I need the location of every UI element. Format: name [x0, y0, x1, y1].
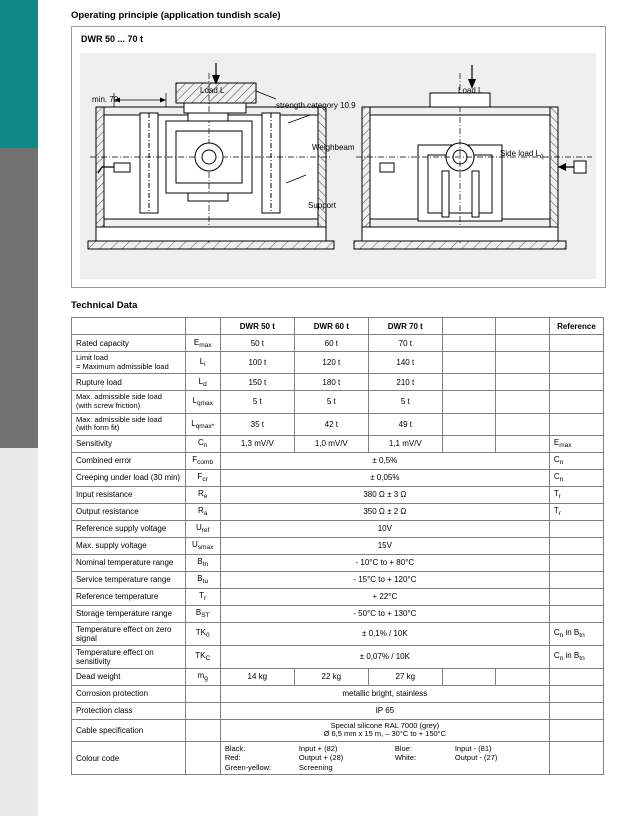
row-param: Output resistance — [72, 503, 186, 520]
row-param: Storage temperature range — [72, 605, 186, 622]
row-value-70t: 5 t — [368, 391, 442, 413]
row-reference — [549, 352, 603, 374]
table-row — [72, 486, 604, 503]
row-param: Sensitivity — [72, 435, 186, 452]
row-value-60t: 180 t — [294, 374, 368, 391]
row-param: Service temperature range — [72, 571, 186, 588]
table-row — [72, 622, 604, 645]
row-symbol: $L_d$ — [185, 374, 220, 391]
row-value-70t: 210 t — [368, 374, 442, 391]
row-value-span: - 10°C to + 80°C — [220, 554, 549, 571]
row-value-50t: 1,3 mV/V — [220, 435, 294, 452]
row-reference: $C_n$ in $B_{tn}$ — [549, 622, 603, 645]
row-reference: $T_r$ — [549, 486, 603, 503]
row-param: Rated capacity — [72, 335, 186, 352]
row-param: Cable specification — [72, 719, 186, 741]
row-blank-2 — [496, 352, 550, 374]
row-param: Combined error — [72, 452, 186, 469]
row-value-span: ± 0,5% — [220, 452, 549, 469]
row-value-span: ± 0,07% / 10K — [220, 645, 549, 668]
header-dwr-70t: DWR 70 t — [368, 318, 442, 335]
row-value-60t: 5 t — [294, 391, 368, 413]
row-value-span: 380 Ω ± 3 Ω — [220, 486, 549, 503]
row-value-span: - 50°C to + 130°C — [220, 605, 549, 622]
colour-red-value: Output + (28) — [298, 753, 344, 763]
colour-greenyellow-value: Screening — [298, 762, 333, 772]
row-param: Rupture load — [72, 374, 186, 391]
table-row — [72, 537, 604, 554]
table-row — [72, 520, 604, 537]
row-symbol — [185, 719, 220, 741]
technical-drawing — [80, 53, 596, 279]
row-symbol: $B_{tu}$ — [185, 571, 220, 588]
colour-greenyellow-label: Green-yellow: — [224, 762, 272, 772]
table-row — [72, 452, 604, 469]
table-header-row — [72, 318, 604, 335]
row-blank-1 — [442, 352, 496, 374]
table-row — [72, 571, 604, 588]
row-value-span: ± 0,05% — [220, 469, 549, 486]
header-dwr-60t: DWR 60 t — [294, 318, 368, 335]
row-param: Max. supply voltage — [72, 537, 186, 554]
row-param: Input resistance — [72, 486, 186, 503]
row-param: Dead weight — [72, 668, 186, 685]
row-reference — [549, 605, 603, 622]
header-blank-2 — [496, 318, 550, 335]
row-symbol: $B_{tn}$ — [185, 554, 220, 571]
row-symbol: $U_{ref}$ — [185, 520, 220, 537]
row-value-60t: 60 t — [294, 335, 368, 352]
colour-extra-value — [455, 763, 545, 772]
table-row — [72, 588, 604, 605]
row-blank-2 — [496, 391, 550, 413]
left-accent-bar-grey — [0, 148, 38, 448]
colour-black-label: Black: — [224, 744, 246, 753]
row-blank-2 — [496, 668, 550, 685]
table-row — [72, 335, 604, 352]
row-reference — [549, 702, 603, 719]
page-content — [38, 0, 635, 816]
colour-code-values — [220, 742, 549, 775]
row-symbol: $T_r$ — [185, 588, 220, 605]
row-symbol: $R_a$ — [185, 503, 220, 520]
row-param: Max. admissible side load (with form fit) — [72, 413, 186, 435]
operating-principle-title: Operating principle (application tundish scale) — [71, 10, 281, 21]
table-row — [72, 668, 604, 685]
colour-white-label: White: — [394, 753, 417, 763]
row-param: Colour code — [72, 742, 186, 775]
colour-blue-value: Input - (81) — [454, 744, 492, 753]
row-blank-2 — [496, 335, 550, 352]
table-row — [72, 435, 604, 452]
technical-data-table — [71, 317, 604, 775]
row-reference — [549, 335, 603, 352]
row-value-50t: 5 t — [220, 391, 294, 413]
colour-extra-label — [395, 763, 455, 772]
row-symbol: $U_{smax}$ — [185, 537, 220, 554]
row-symbol — [185, 702, 220, 719]
row-param: Temperature effect on zero signal — [72, 622, 186, 645]
row-value-70t: 49 t — [368, 413, 442, 435]
row-reference — [549, 571, 603, 588]
label-load-right: Load L — [458, 86, 483, 95]
figure-title: DWR 50 ... 70 t — [81, 34, 144, 44]
side-load-subscript: q — [540, 153, 544, 160]
row-symbol — [185, 742, 220, 775]
row-symbol: $F_{comb}$ — [185, 452, 220, 469]
row-value-50t: 14 kg — [220, 668, 294, 685]
table-row — [72, 413, 604, 435]
row-blank-1 — [442, 435, 496, 452]
row-blank-2 — [496, 374, 550, 391]
row-reference — [549, 374, 603, 391]
row-symbol: $B_{ST}$ — [185, 605, 220, 622]
row-param: Max. admissible side load (with screw friction) — [72, 391, 186, 413]
row-reference — [549, 719, 603, 741]
row-value-70t: 27 kg — [368, 668, 442, 685]
row-value-span: Special silicone RAL 7000 (grey) Ø 6,5 mm x 15 m, – 30°C to + 150°C — [220, 719, 549, 741]
row-value-span: IP 65 — [220, 702, 549, 719]
label-weighbeam: Weighbeam — [312, 143, 355, 152]
table-row-colour-code — [72, 742, 604, 775]
row-param: Creeping under load (30 min) — [72, 469, 186, 486]
label-side-load: Side load $L_q$ — [500, 149, 544, 160]
table-row — [72, 645, 604, 668]
row-value-70t: 140 t — [368, 352, 442, 374]
row-value-span: 10V — [220, 520, 549, 537]
left-accent-bar-light — [0, 448, 38, 816]
row-symbol: $F_{cr}$ — [185, 469, 220, 486]
row-param: Corrosion protection — [72, 685, 186, 702]
label-load-left: Load L — [200, 86, 225, 95]
row-symbol: $TK_C$ — [185, 645, 220, 668]
row-param: Protection class — [72, 702, 186, 719]
row-symbol: $TK_0$ — [185, 622, 220, 645]
header-blank-1 — [442, 318, 496, 335]
row-reference: $C_n$ — [549, 469, 603, 486]
row-value-span: metallic bright, stainless — [220, 685, 549, 702]
row-symbol: $m_g$ — [185, 668, 220, 685]
table-row — [72, 685, 604, 702]
row-value-50t: 50 t — [220, 335, 294, 352]
colour-black-value: Input + (82) — [298, 744, 338, 753]
row-blank-1 — [442, 413, 496, 435]
row-reference: $T_r$ — [549, 503, 603, 520]
row-blank-1 — [442, 335, 496, 352]
row-blank-2 — [496, 435, 550, 452]
row-symbol: $L_{qmax*}$ — [185, 413, 220, 435]
row-reference — [549, 668, 603, 685]
technical-data-title: Technical Data — [71, 300, 138, 311]
row-value-span: - 15°C to + 120°C — [220, 571, 549, 588]
left-accent-bar-teal — [0, 0, 38, 148]
table-row — [72, 391, 604, 413]
row-value-60t: 42 t — [294, 413, 368, 435]
row-value-60t: 120 t — [294, 352, 368, 374]
header-reference: Reference — [549, 318, 603, 335]
table-row — [72, 352, 604, 374]
row-reference — [549, 554, 603, 571]
table-row — [72, 554, 604, 571]
row-value-span: + 22°C — [220, 588, 549, 605]
row-reference: $C_n$ — [549, 452, 603, 469]
row-param: Reference temperature — [72, 588, 186, 605]
row-param: Temperature effect on sensitivity — [72, 645, 186, 668]
row-value-span: 350 Ω ± 2 Ω — [220, 503, 549, 520]
row-symbol — [185, 685, 220, 702]
row-value-60t: 1,0 mV/V — [294, 435, 368, 452]
row-symbol: $R_e$ — [185, 486, 220, 503]
row-reference — [549, 520, 603, 537]
row-value-70t: 1,1 mV/V — [368, 435, 442, 452]
row-symbol: $L_i$ — [185, 352, 220, 374]
table-row — [72, 719, 604, 741]
row-blank-1 — [442, 668, 496, 685]
row-value-50t: 150 t — [220, 374, 294, 391]
header-symbol — [185, 318, 220, 335]
row-param: Limit load = Maximum admissible load — [72, 352, 186, 374]
label-strength-category: strength category 10.9 — [276, 101, 356, 110]
colour-blue-label: Blue: — [394, 744, 412, 753]
row-value-60t: 22 kg — [294, 668, 368, 685]
row-blank-2 — [496, 413, 550, 435]
table-row — [72, 702, 604, 719]
row-reference — [549, 588, 603, 605]
table-row — [72, 469, 604, 486]
row-value-50t: 100 t — [220, 352, 294, 374]
row-param: Reference supply voltage — [72, 520, 186, 537]
row-symbol: $C_n$ — [185, 435, 220, 452]
table-row — [72, 605, 604, 622]
header-dwr-50t: DWR 50 t — [220, 318, 294, 335]
row-value-span: ± 0,1% / 10K — [220, 622, 549, 645]
row-reference — [549, 413, 603, 435]
row-symbol: $E_{max}$ — [185, 335, 220, 352]
row-blank-1 — [442, 391, 496, 413]
table-row — [72, 503, 604, 520]
row-blank-1 — [442, 374, 496, 391]
label-support: Support — [308, 201, 337, 210]
row-reference: $C_n$ in $B_{tn}$ — [549, 645, 603, 668]
figure-drawing-area — [80, 53, 596, 279]
row-symbol: $L_{qmax}$ — [185, 391, 220, 413]
row-value-span: 15V — [220, 537, 549, 554]
row-reference — [549, 391, 603, 413]
figure-operating-principle — [71, 26, 606, 288]
row-value-70t: 70 t — [368, 335, 442, 352]
row-reference: $E_{max}$ — [549, 435, 603, 452]
row-reference — [549, 685, 603, 702]
header-param — [72, 318, 186, 335]
row-reference — [549, 537, 603, 554]
colour-red-label: Red: — [224, 753, 241, 763]
colour-white-value: Output - (27) — [454, 753, 498, 763]
table-row — [72, 374, 604, 391]
label-min-70: min. 70 — [92, 95, 119, 104]
row-reference — [549, 742, 603, 775]
row-value-50t: 35 t — [220, 413, 294, 435]
row-param: Nominal temperature range — [72, 554, 186, 571]
